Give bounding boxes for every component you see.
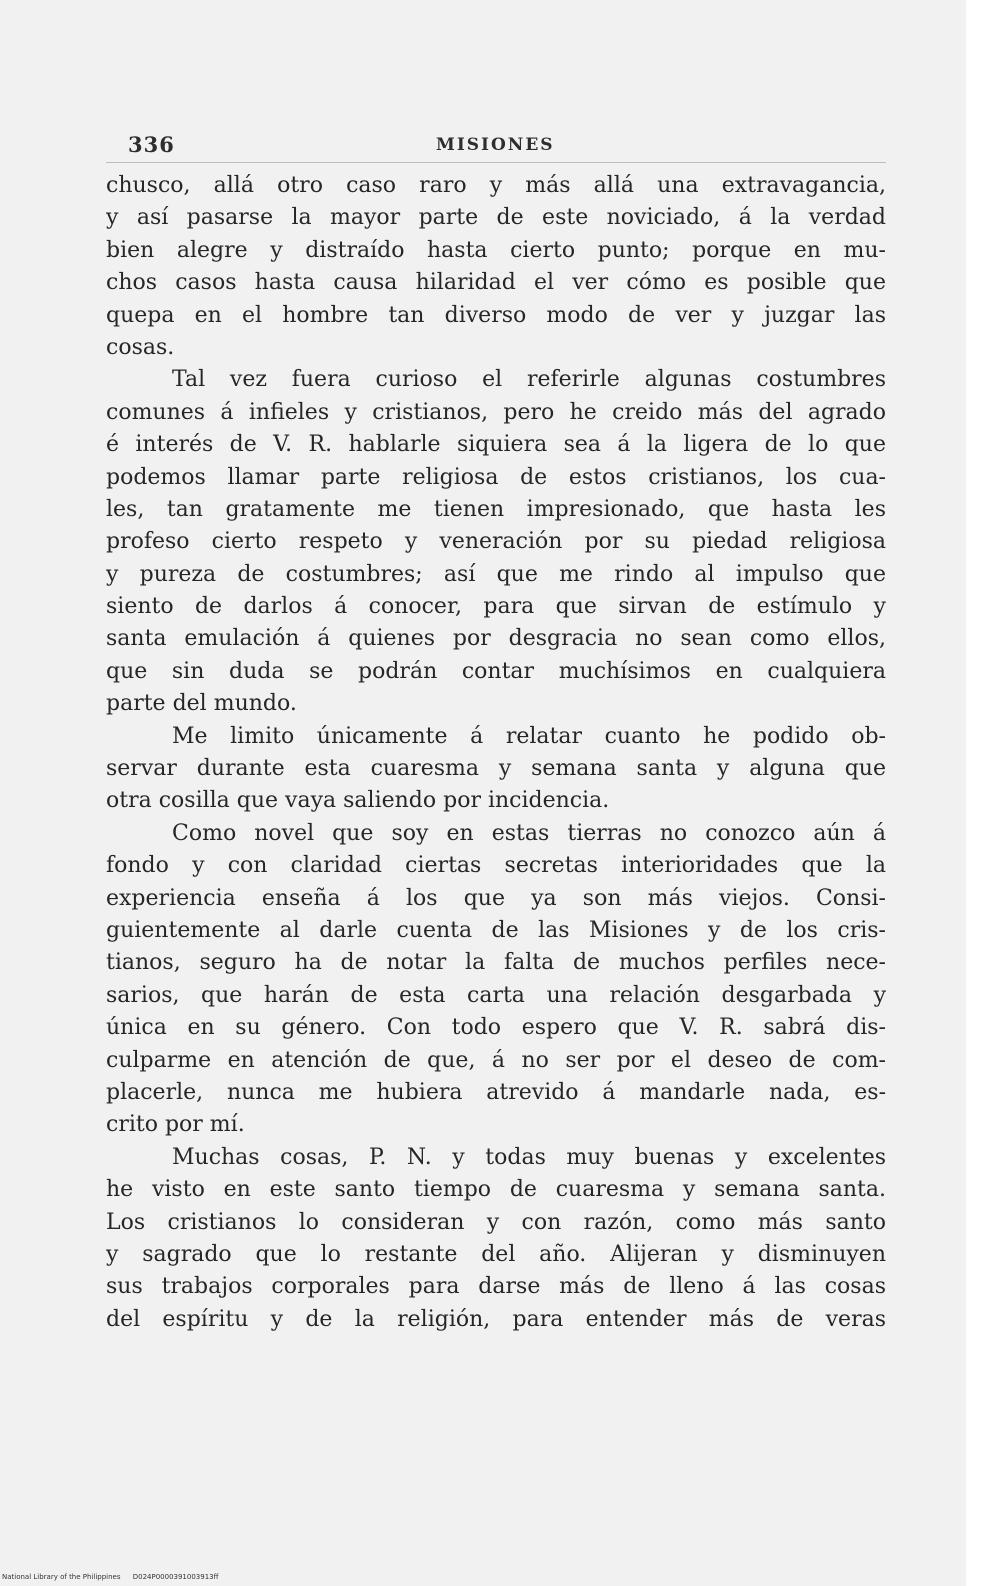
text-line: les, tan gratamente me tienen impresionado, que hasta les [106, 496, 886, 522]
text-line: Me limito únicamente á relatar cuanto he podido ob- [172, 723, 886, 749]
text-line: única en su género. Con todo espero que V. R. sabrá dis- [106, 1015, 886, 1041]
text-line: é interés de V. R. hablarle siquiera sea á la ligera de lo que [106, 432, 886, 458]
library-credit: National Library of the Philippines [2, 1573, 121, 1581]
text-line: chusco, allá otro caso raro y más allá una extravagancia, [106, 173, 886, 198]
text-line: y pureza de costumbres; así que me rindo al impulso que [106, 561, 886, 587]
text-line: parte del mundo. [106, 691, 297, 717]
text-line: crito por mí. [106, 1112, 245, 1138]
header-rule [106, 162, 886, 163]
paragraph-2 [106, 364, 886, 720]
text-line: Como novel que soy en estas tierras no conozco aún á [172, 820, 886, 846]
paragraph-3 [106, 721, 886, 818]
text-line: Tal vez fuera curioso el referirle algunas costumbres [172, 367, 886, 393]
text-line: culparme en atención de que, á no ser por el deseo de com- [106, 1047, 886, 1073]
text-line: otra cosilla que vaya saliendo por incidencia. [106, 788, 610, 814]
text-line: Muchas cosas, P. N. y todas muy buenas y excelentes [172, 1144, 886, 1170]
text-line: bien alegre y distraído hasta cierto punto; porque en mu- [106, 237, 886, 263]
text-line: cosas. [106, 334, 175, 360]
text-line: placerle, nunca me hubiera atrevido á mandarle nada, es- [106, 1079, 886, 1105]
text-line: chos casos hasta causa hilaridad el ver cómo es posible que [106, 270, 886, 296]
text-line: del espíritu y de la religión, para entender más de veras [106, 1306, 886, 1332]
text-line: Los cristianos lo consideran y con razón, como más santo [106, 1209, 886, 1235]
page-header [106, 130, 886, 160]
paragraph-4 [106, 818, 886, 1142]
text-line: siento de darlos á conocer, para que sirvan de estímulo y [106, 594, 886, 620]
scan-footer [2, 1573, 228, 1581]
text-line: y sagrado que lo restante del año. Alijeran y disminuyen [106, 1241, 886, 1267]
text-line: quepa en el hombre tan diverso modo de ver y juzgar las [106, 302, 886, 328]
text-line: fondo y con claridad ciertas secretas interioridades que la [106, 853, 886, 879]
scan-identifier: D024P0000391003913ff [132, 1573, 219, 1581]
text-line: sarios, que harán de esta carta una relación desgarbada y [106, 982, 886, 1008]
paragraph-5 [106, 1142, 886, 1336]
text-line: santa emulación á quienes por desgracia no sean como ellos, [106, 626, 886, 652]
scan-margin [966, 0, 992, 1586]
paragraph-1 [106, 170, 886, 364]
text-line: que sin duda se podrán contar muchísimos en cualquiera [106, 658, 886, 684]
page-number: 336 [128, 132, 175, 157]
text-line: y así pasarse la mayor parte de este noviciado, á la verdad [106, 205, 886, 231]
running-head: MISIONES [436, 135, 555, 155]
text-line: guientemente al darle cuenta de las Misiones y de los cris- [106, 917, 886, 943]
text-line: tianos, seguro ha de notar la falta de muchos perfiles nece- [106, 950, 886, 976]
text-line: podemos llamar parte religiosa de estos cristianos, los cua- [106, 464, 886, 490]
text-line: comunes á infieles y cristianos, pero he creido más del agrado [106, 399, 886, 425]
text-line: experiencia enseña á los que ya son más viejos. Consi- [106, 885, 886, 911]
text-line: he visto en este santo tiempo de cuaresma y semana santa. [106, 1177, 886, 1203]
body-text [106, 170, 886, 1336]
text-line: sus trabajos corporales para darse más de lleno á las cosas [106, 1274, 886, 1300]
text-line: profeso cierto respeto y veneración por su piedad religiosa [106, 529, 886, 555]
text-line: servar durante esta cuaresma y semana santa y alguna que [106, 756, 886, 782]
